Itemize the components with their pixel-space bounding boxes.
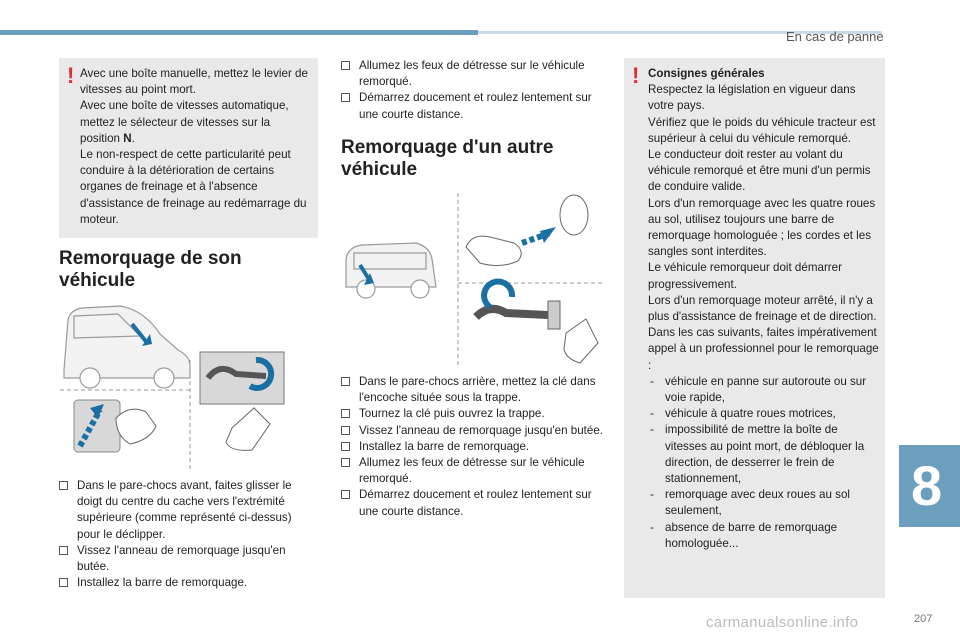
list-item: - remorquage avec deux roues au sol seulement,: [648, 487, 880, 519]
warning-icon: !: [67, 63, 75, 88]
bullet-icon: [341, 61, 350, 70]
bullet-icon: [59, 546, 68, 555]
bullet-icon: [341, 93, 350, 102]
chapter-tab: 8: [899, 445, 960, 527]
own-vehicle-steps: [59, 478, 311, 591]
instruction-text: Dans les cas suivants, faites impérativement appel à un professionnel pour le remorquage :: [648, 326, 879, 372]
list-item: Vissez l'anneau de remorquage jusqu'en butée.: [59, 543, 311, 575]
list-item: Dans le pare-chocs arrière, mettez la clé dans l'encoche située sous la trappe.: [341, 374, 603, 406]
warning-text: Le non-respect de cette particularité peut conduire à la détérioration de certains organes de freinage et à l'absence d'assistance de freinage au redémarrage du moteur.: [80, 148, 307, 226]
bullet-icon: [59, 481, 68, 490]
warning-text: Avec une boîte de vitesses automatique, mettez le sélecteur de vitesses sur la position N.: [80, 99, 289, 145]
bullet-icon: [341, 377, 350, 386]
warning-box: [59, 58, 318, 238]
box-title: Consignes générales: [648, 67, 765, 80]
rear-bumper-illustration: [340, 193, 602, 368]
bullet-icon: [341, 458, 350, 467]
other-vehicle-steps: [341, 374, 603, 520]
section-title: En cas de panne: [786, 29, 884, 44]
intro-steps: [341, 58, 603, 123]
page-number: 207: [914, 613, 933, 625]
bullet-icon: [59, 578, 68, 587]
list-item: - véhicule à quatre roues motrices,: [648, 406, 880, 422]
section-heading-own-vehicle: Remorquage de son véhicule: [59, 248, 242, 291]
professional-cases-list: [648, 374, 880, 552]
bullet-icon: [341, 490, 350, 499]
list-item: Installez la barre de remorquage.: [59, 575, 311, 591]
list-item: Vissez l'anneau de remorquage jusqu'en butée.: [341, 423, 603, 439]
section-heading-other-vehicle: Remorquage d'un autre véhicule: [341, 137, 554, 180]
gear-position: N: [123, 131, 132, 145]
bullet-icon: [341, 409, 350, 418]
list-item: Tournez la clé puis ouvrez la trappe.: [341, 406, 603, 422]
warning-icon: !: [632, 63, 640, 88]
bullet-icon: [341, 426, 350, 435]
bullet-icon: [341, 442, 350, 451]
instruction-text: Vérifiez que le poids du véhicule tracteur est supérieur à celui du véhicule remorqué.: [648, 115, 876, 145]
instruction-text: Le conducteur doit rester au volant du véhicule remorqué et être muni d'un permis de conduire valide.: [648, 148, 871, 194]
list-item: - impossibilité de mettre la boîte de vitesses au point mort, de débloquer la direction, de desserrer le frein de stationnement,: [648, 422, 880, 487]
general-instructions-box: [624, 58, 885, 598]
list-item: Dans le pare-chocs avant, faites glisser le doigt du centre du cache vers l'extrémité supérieure (comme représenté ci-dessus) pour le déclipper.: [59, 478, 311, 543]
list-item: Démarrez doucement et roulez lentement sur une courte distance.: [341, 90, 603, 122]
list-item: - absence de barre de remorquage homologuée...: [648, 520, 880, 552]
list-item: Démarrez doucement et roulez lentement sur une courte distance.: [341, 487, 603, 519]
list-item: - véhicule en panne sur autoroute ou sur voie rapide,: [648, 374, 880, 406]
watermark: carmanualsonline.info: [706, 614, 859, 631]
list-item: Allumez les feux de détresse sur le véhicule remorqué.: [341, 58, 603, 90]
front-bumper-illustration: [60, 300, 290, 470]
instruction-text: Lors d'un remorquage moteur arrêté, il n'y a plus d'assistance de freinage et de direction.: [648, 293, 877, 324]
warning-text: Avec une boîte manuelle, mettez le levier de vitesses au point mort.: [80, 67, 308, 97]
list-item: Allumez les feux de détresse sur le véhicule remorqué.: [341, 455, 603, 487]
instruction-text: Le véhicule remorqueur doit démarrer progressivement.: [648, 261, 842, 291]
list-item: Installez la barre de remorquage.: [341, 439, 603, 455]
instruction-text: Respectez la législation en vigueur dans votre pays.: [648, 83, 856, 113]
header-accent-bar: [0, 30, 478, 35]
instruction-text: Lors d'un remorquage avec les quatre roues au sol, utilisez toujours une barre de remorquage homologuée ; les cordes et les sangles sont interdites.: [648, 196, 876, 259]
